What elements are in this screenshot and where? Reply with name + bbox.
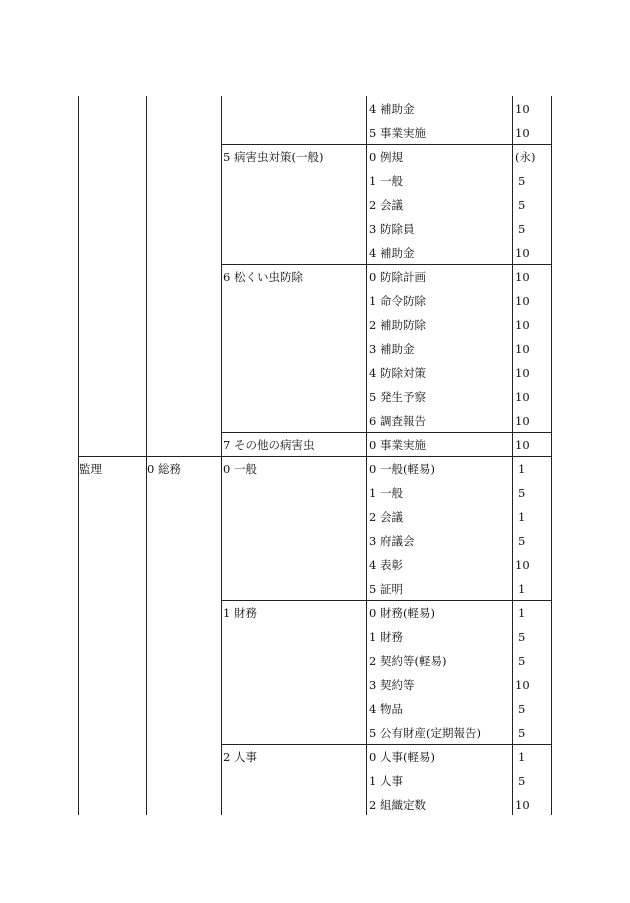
table-cell-4: 0 事業実施 — [369, 438, 426, 452]
table-cell-4: 4 補助金 — [369, 102, 415, 116]
table-cell-1: 監理 — [79, 462, 102, 476]
table-cell-5: 10 — [515, 678, 530, 692]
table-cell-5: 1 — [518, 582, 526, 596]
table-cell-5: 5 — [518, 486, 526, 500]
table-cell-4: 0 財務(軽易) — [369, 606, 435, 620]
table-cell-5: 1 — [518, 462, 526, 476]
table-cell-5: (永) — [515, 150, 536, 164]
table-cell-5: 10 — [515, 438, 530, 452]
table-cell-3: 7 その他の病害虫 — [223, 438, 315, 452]
table-cell-5: 5 — [518, 654, 526, 668]
table-cell-4: 2 組織定数 — [369, 798, 426, 812]
table-cell-5: 5 — [518, 630, 526, 644]
table-horizontal-rule — [221, 144, 552, 145]
table-cell-4: 1 人事 — [369, 774, 403, 788]
table-cell-4: 4 表彰 — [369, 558, 403, 572]
table-cell-5: 5 — [518, 222, 526, 236]
table-cell-5: 10 — [515, 102, 530, 116]
table-cell-5: 10 — [515, 126, 530, 140]
table-cell-5: 10 — [515, 342, 530, 356]
table-cell-3: 0 一般 — [223, 462, 257, 476]
table-cell-5: 5 — [518, 726, 526, 740]
table-cell-4: 4 補助金 — [369, 246, 415, 260]
table-cell-5: 5 — [518, 174, 526, 188]
table-cell-4: 3 契約等 — [369, 678, 415, 692]
table-cell-4: 0 人事(軽易) — [369, 750, 435, 764]
table-cell-5: 10 — [515, 390, 530, 404]
table-horizontal-rule — [221, 744, 552, 745]
table-cell-5: 1 — [518, 750, 526, 764]
table-cell-3: 2 人事 — [223, 750, 257, 764]
table-cell-5: 1 — [518, 606, 526, 620]
table-cell-4: 1 一般 — [369, 174, 403, 188]
table-cell-4: 2 会議 — [369, 198, 403, 212]
table-cell-4: 0 防除計画 — [369, 270, 426, 284]
table-cell-4: 5 事業実施 — [369, 126, 426, 140]
table-cell-5: 10 — [515, 294, 530, 308]
table-cell-4: 2 会議 — [369, 510, 403, 524]
table-cell-2: 0 総務 — [147, 462, 181, 476]
table-cell-3: 1 財務 — [223, 606, 257, 620]
table-cell-5: 10 — [515, 414, 530, 428]
table-cell-5: 10 — [515, 246, 530, 260]
table-cell-4: 6 調査報告 — [369, 414, 426, 428]
table-cell-4: 0 一般(軽易) — [369, 462, 435, 476]
table-cell-3: 6 松くい虫防除 — [223, 270, 303, 284]
table-cell-4: 3 補助金 — [369, 342, 415, 356]
table-cell-5: 10 — [515, 366, 530, 380]
table-cell-3: 5 病害虫対策(一般) — [223, 150, 324, 164]
table-cell-5: 5 — [518, 702, 526, 716]
table-cell-5: 5 — [518, 198, 526, 212]
table-cell-4: 4 防除対策 — [369, 366, 426, 380]
table-horizontal-rule — [78, 456, 552, 457]
table-cell-5: 10 — [515, 798, 530, 812]
table-cell-5: 5 — [518, 774, 526, 788]
table-cell-4: 5 証明 — [369, 582, 403, 596]
table-cell-4: 5 公有財産(定期報告) — [369, 726, 481, 740]
table-cell-5: 10 — [515, 558, 530, 572]
table-cell-4: 1 命令防除 — [369, 294, 426, 308]
table-cell-4: 1 一般 — [369, 486, 403, 500]
table-cell-4: 1 財務 — [369, 630, 403, 644]
table-cell-4: 3 防除員 — [369, 222, 415, 236]
table-cell-4: 2 契約等(軽易) — [369, 654, 447, 668]
table-cell-4: 5 発生予察 — [369, 390, 426, 404]
table-cell-5: 1 — [518, 510, 526, 524]
table-cell-4: 3 府議会 — [369, 534, 415, 548]
table-cell-4: 0 例規 — [369, 150, 403, 164]
table-cell-5: 10 — [515, 318, 530, 332]
table-horizontal-rule — [221, 432, 552, 433]
table-cell-5: 10 — [515, 270, 530, 284]
table-horizontal-rule — [221, 264, 552, 265]
table-cell-4: 2 補助防除 — [369, 318, 426, 332]
table-horizontal-rule — [221, 600, 552, 601]
table-cell-4: 4 物品 — [369, 702, 403, 716]
table-cell-5: 5 — [518, 534, 526, 548]
